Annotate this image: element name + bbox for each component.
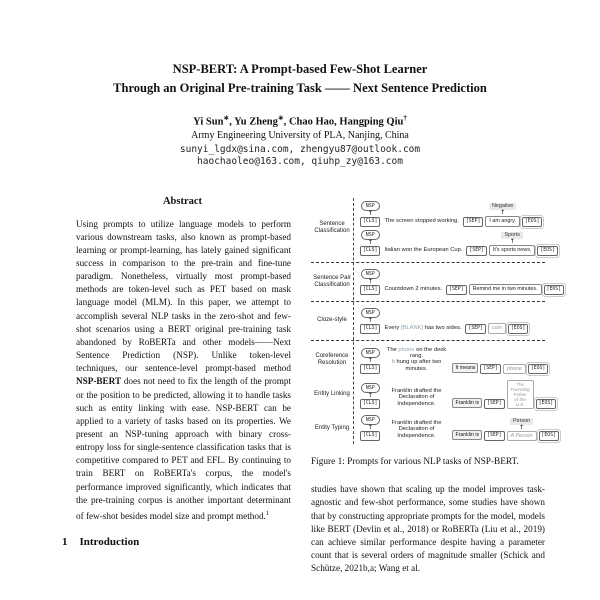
token-nsp: NSP [361,348,380,358]
figure-section-entity-linking [311,377,554,412]
token-sep: [SEP] [480,364,500,374]
token-cls: [CLS] [360,217,380,227]
prompt-box: Franklin is [452,398,482,408]
prompt-box: Franklin is [452,430,482,440]
token-eos: [EOS] [537,246,557,256]
token-nsp: NSP [361,415,380,425]
figure-dashed-separator [311,301,545,302]
figure-dashed-separator [311,262,545,263]
footnote-marker: 1 [265,509,270,517]
abstract-bold-term: NSP-BERT [76,376,122,387]
email-line1: sunyi_lgdx@sina.com, zhengyu87@outlook.com [179,143,421,155]
figure-dashed-separator [311,340,545,341]
nsp-head-stack [360,230,380,256]
abstract-heading: Abstract [162,195,203,207]
author-mark: † [403,114,407,122]
figure-section-content [353,198,555,259]
up-arrow-icon: ↑ [367,392,373,400]
figure-section-coreference-resolution [311,344,545,378]
nsp-head-stack [360,201,380,227]
figure-section-label: Entity Typing [314,424,350,431]
figure-section-label: Cloze-style [317,317,347,323]
two-column-body [0,196,600,576]
example-row [360,380,554,409]
answer-box [507,380,534,409]
up-arrow-icon: ↑ [367,424,373,432]
left-column [62,196,303,576]
example-sentence: The screen stopped working. [384,218,459,225]
blank-token: [BLANK] [400,325,424,332]
token-cls: [CLS] [360,364,380,374]
token-eos: [EOS] [508,324,528,334]
token-nsp: NSP [361,308,380,318]
email-block [0,144,600,169]
author-name: , Chao Hao, Hangping Qiu [283,116,404,128]
section-title: Introduction [79,536,140,549]
prompt-box: It means [452,363,478,373]
figure-section-entity-typing [311,412,556,444]
entity-description: The Founding Father [510,382,530,398]
sentence-text: has two sides. [423,325,462,332]
authors-line [0,114,600,128]
token-eos: [EOS] [544,285,564,295]
answer-box: I am angry. [485,216,520,226]
figure-section-content [353,305,545,337]
right-column [311,196,562,576]
token-eos: [EOS] [536,399,556,409]
token-sep: [SEP] [484,399,504,409]
figure-section-label: Sentence Pair Classification [313,274,351,288]
sentence-text: Every [384,325,401,332]
nsp-head-stack [360,269,380,295]
author-mark: ∗ [223,114,230,122]
figure-section-content [353,344,545,378]
paper-title-line1: NSP-BERT: A Prompt-based Few-Shot Learner [172,62,428,76]
token-sep: [SEP] [466,246,486,256]
token-eos: [EOS] [528,364,548,374]
figure-section-content [353,412,556,444]
answer-box: phone [503,364,526,374]
up-arrow-icon: ↑ [367,277,373,285]
author-name: , Yu Zheng [229,116,278,128]
nsp-head-stack [360,383,380,409]
entity-description: of the U.S. [514,397,526,408]
highlighted-word: phone [398,346,415,353]
introduction-body-text: studies have shown that scaling up the model improves task-agnostic and few-shot performance, some studies have shown that by constructing appropriate prompts for the model, models like BERT (Devlin et al., 2018) or RoBERTa (Liu et al., 2019) can achieve similar performance despite having a parameter count that is several orders of magnitude smaller (Schick and Schütze, 2021b,a; Wang et al. [311,484,545,574]
sentence-text: Franklin drafted the [391,387,442,394]
answer-stack [507,418,537,441]
email-line2: haochaoleo@163.com, qiuhp_zy@163.com [197,156,403,167]
sentence-text: Franklin drafted the [391,419,442,426]
token-cls: [CLS] [360,324,380,334]
token-nsp: NSP [361,269,380,279]
example-row [360,347,545,375]
paper-title-line2: Through an Original Pre-training Task —— Next Sentence Prediction [113,81,487,95]
sentence-text: on the desk rang. [409,346,447,359]
token-eos: [EOS] [522,217,542,227]
class-label: Negative [489,203,516,210]
token-sep: [SEP] [465,324,485,334]
example-row [360,269,562,295]
highlighted-word: It [391,359,395,366]
example-row [360,230,555,256]
answer-box: A Person [507,431,537,441]
token-sep: [SEP] [484,431,504,441]
figure-section-content [353,266,562,298]
nsp-head-stack [360,348,380,374]
section-heading-introduction [62,536,303,548]
class-label: Person [510,418,533,425]
sentence-text: hung up after two minutes. [394,359,442,372]
example-sentence: Countdown 2 minutes. [384,286,443,293]
answer-box: Remind me in two minutes. [469,284,542,294]
figure-vertical-dashed-line [353,198,354,445]
example-row [360,415,556,441]
up-arrow-icon: ↑ [367,209,373,217]
token-cls: [CLS] [360,431,380,441]
token-nsp: NSP [361,201,380,211]
example-sentence [384,388,448,407]
up-arrow-icon: ↑ [500,209,506,217]
figure-caption: Figure 1: Prompts for various NLP tasks of NSP-BERT. [311,457,519,468]
token-cls: [CLS] [360,285,380,295]
figure-section-label: Sentence Classification [314,221,350,234]
sentence-text: The [386,346,399,353]
figure-section-content [353,377,554,412]
nsp-head-stack [360,415,380,441]
answer-stack [485,203,520,226]
nsp-head-stack [360,308,380,334]
example-row [360,308,545,334]
token-sep: [SEP] [446,285,466,295]
up-arrow-icon: ↑ [519,423,525,431]
abstract-text: does not need to fix the length of the prompt or the position to be predicted, allowing it to handle tasks such as entity linking with ease. NSP-BERT can be applied to a variety of tasks based on its properties. We present an NSP-tuning approach with binary cross-entropy loss for single-sentence classification tasks that is competitive compared to PET and EFL. By continuing to train BERT on RoBERTa's corpus, the model's performance improved significantly, which indicates that the pre-training corpus is another important determinant of few-shot besides model size and prompt method. [76,376,291,521]
up-arrow-icon: ↑ [367,238,373,246]
abstract-text: Using prompts to utilize language models to perform various downstream tasks, also known as prompt-based learning or prompt-learning, has lately gained significant success in comparison to the pre-train and fine-tune paradigm. Nonetheless, virtually most prompt-based methods are token-level such as PET based on mask language model (MLM). In this paper, we attempt to accomplish several NLP tasks in the zero-shot and few-shot scenarios using a BERT original pre-training task abandoned by RoBERTa and other models——Next Sentence Prediction (NSP). Unlike token-level techniques, our sentence-level prompt-based method [76,218,291,374]
up-arrow-icon: ↑ [367,316,373,324]
up-arrow-icon: ↑ [367,357,373,365]
up-arrow-icon: ↑ [509,238,515,246]
figure-section-label: Coreference Resolution [315,353,349,367]
figure-1 [311,198,562,445]
sentence-text: Declaration of Independence. [397,426,436,439]
example-sentence [384,325,461,331]
answer-stack [489,232,535,255]
example-sentence [384,420,448,439]
token-cls: [CLS] [360,399,380,409]
token-cls: [CLS] [360,246,380,256]
figure-section-label: Entity Linking [314,391,350,398]
class-label: Sports [501,232,523,239]
paper-header [0,0,600,169]
section-number: 1 [62,536,68,549]
abstract-body [76,218,291,524]
token-nsp: NSP [361,230,380,240]
token-sep: [SEP] [463,217,483,227]
figure-section-sentence-pair-classification [311,266,562,298]
author-mark: ∗ [277,114,284,122]
example-sentence: Italian won the European Cup. [384,247,463,254]
example-sentence [384,347,448,373]
token-nsp: NSP [361,383,380,393]
answer-box: It's sports news. [489,245,535,255]
paper-title [0,60,600,98]
figure-section-sentence-classification [311,198,555,259]
answer-box: coin [488,323,506,333]
example-row [360,201,545,227]
figure-section-cloze-style [311,305,545,337]
affiliation: Army Engineering University of PLA, Nanjing, China [191,129,409,141]
author-name: Yi Sun [193,116,224,128]
sentence-text: Declaration of Independence. [397,394,436,407]
token-eos: [EOS] [539,431,559,441]
